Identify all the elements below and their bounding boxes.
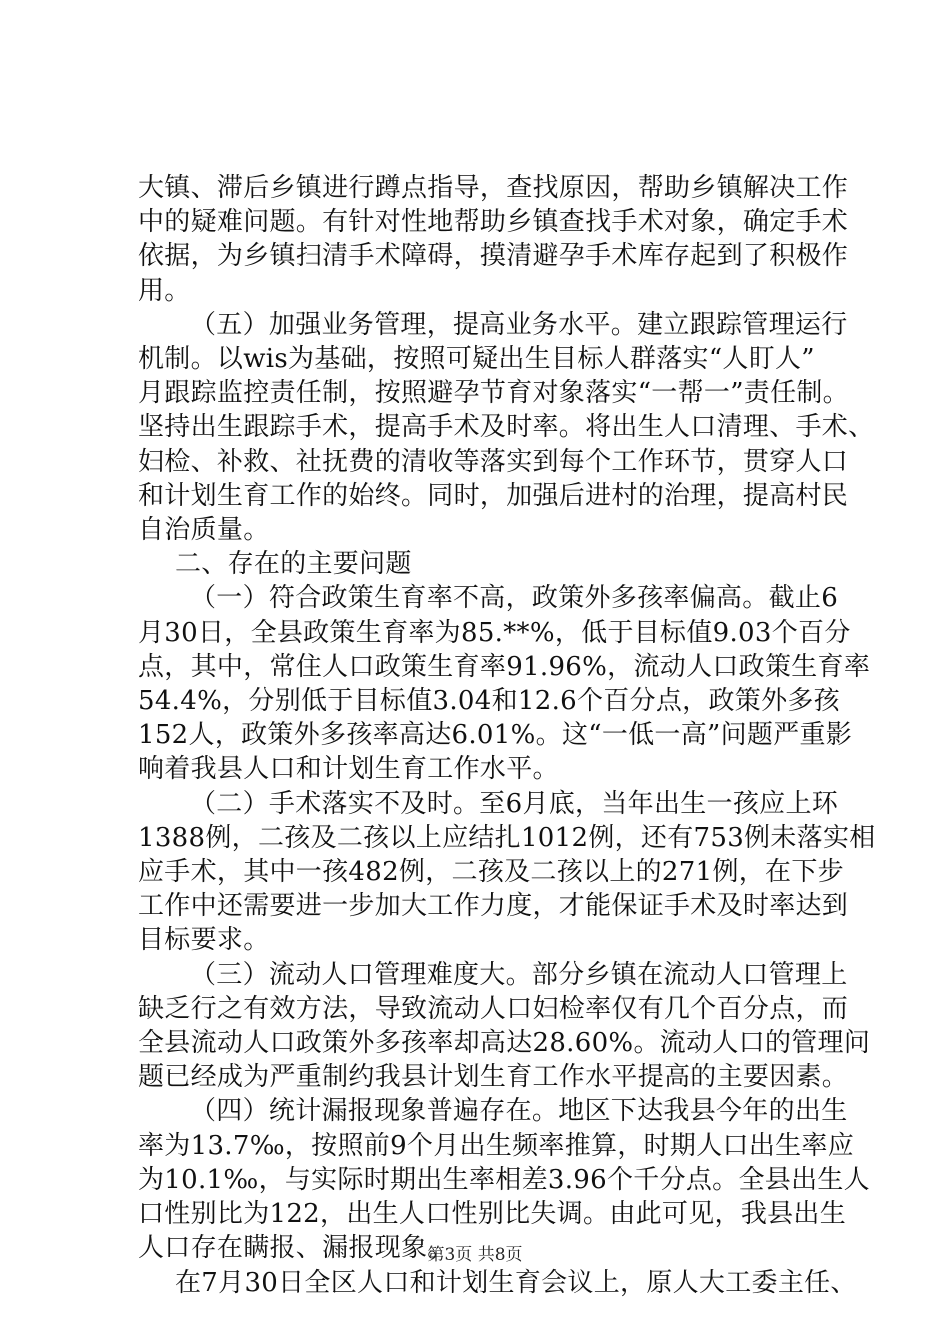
paragraph-line: 依据，为乡镇扫清手术障碍，摸清避孕手术库存起到了积极作 bbox=[138, 241, 849, 272]
paragraph-line: 自治质量。 bbox=[138, 515, 270, 546]
paragraph-line: 坚持出生跟踪手术，提高手术及时率。将出生人口清理、手术、 bbox=[138, 412, 875, 443]
paragraph-line: 月跟踪监控责任制，按照避孕节育对象落实“一帮一”责任制。 bbox=[138, 378, 849, 409]
paragraph-line: 在7月30日全区人口和计划生育会议上，原人大工委主任、 bbox=[175, 1267, 857, 1298]
paragraph-line: 为10.1‰，与实际时期出生率相差3.96个千分点。全县出生人 bbox=[138, 1164, 870, 1195]
paragraph-line: 54.4%，分别低于目标值3.04和12.6个百分点，政策外多孩 bbox=[138, 686, 840, 717]
paragraph-line: 响着我县人口和计划生育工作水平。 bbox=[138, 754, 559, 785]
paragraph-line: 1388例，二孩及二孩以上应结扎1012例，还有753例未落实相 bbox=[138, 822, 876, 853]
paragraph-line: 缺乏行之有效方法，导致流动人口妇检率仅有几个百分点，而 bbox=[138, 993, 849, 1024]
paragraph-line: 月30日，全县政策生育率为85.**%，低于目标值9.03个百分 bbox=[138, 617, 851, 648]
paragraph-line: 应手术，其中一孩482例，二孩及二孩以上的271例，在下步 bbox=[138, 857, 844, 888]
paragraph-line: 点，其中，常住人口政策生育率91.96%，流动人口政策生育率 bbox=[138, 651, 871, 682]
section-heading: 二、存在的主要问题 bbox=[175, 549, 412, 580]
paragraph-line: 152人，政策外多孩率高达6.01%。这“一低一高”问题严重影 bbox=[138, 720, 853, 751]
paragraph-line: 题已经成为严重制约我县计划生育工作水平提高的主要因素。 bbox=[138, 1062, 849, 1093]
paragraph-line: 和计划生育工作的始终。同时，加强后进村的治理，提高村民 bbox=[138, 480, 849, 511]
document-body bbox=[138, 171, 876, 1300]
paragraph-line: 人口存在瞒报、漏报现象。 bbox=[138, 1233, 454, 1264]
paragraph-line: （二）手术落实不及时。至6月底，当年出生一孩应上环 bbox=[190, 788, 839, 819]
paragraph-line: （一）符合政策生育率不高，政策外多孩率偏高。截止6 bbox=[190, 583, 839, 614]
paragraph-line: （五）加强业务管理，提高业务水平。建立跟踪管理运行 bbox=[190, 309, 848, 340]
paragraph-line: （三）流动人口管理难度大。部分乡镇在流动人口管理上 bbox=[190, 959, 848, 990]
page-number-footer: 第3页 共8页 bbox=[427, 1245, 523, 1265]
paragraph-line: 大镇、滞后乡镇进行蹲点指导，查找原因，帮助乡镇解决工作 bbox=[138, 173, 849, 203]
paragraph-line: 工作中还需要进一步加大工作力度，才能保证手术及时率达到 bbox=[138, 891, 849, 922]
paragraph-line: 妇检、补救、社抚费的清收等落实到每个工作环节，贯穿人口 bbox=[138, 446, 849, 477]
paragraph-line: 全县流动人口政策外多孩率却高达28.60%。流动人口的管理问 bbox=[138, 1028, 871, 1059]
paragraph-line: 中的疑难问题。有针对性地帮助乡镇查找手术对象，确定手术 bbox=[138, 207, 849, 238]
paragraph-line: 用。 bbox=[138, 275, 191, 306]
paragraph-line: 目标要求。 bbox=[138, 925, 270, 956]
paragraph-line: （四）统计漏报现象普遍存在。地区下达我县今年的出生 bbox=[190, 1096, 848, 1127]
paragraph-line: 口性别比为122，出生人口性别比失调。由此可见，我县出生 bbox=[138, 1199, 847, 1230]
paragraph-line: 率为13.7‰，按照前9个月出生频率推算，时期人口出生率应 bbox=[138, 1130, 855, 1161]
paragraph-line: 机制。以wis为基础，按照可疑出生目标人群落实“人盯人” bbox=[138, 344, 815, 375]
